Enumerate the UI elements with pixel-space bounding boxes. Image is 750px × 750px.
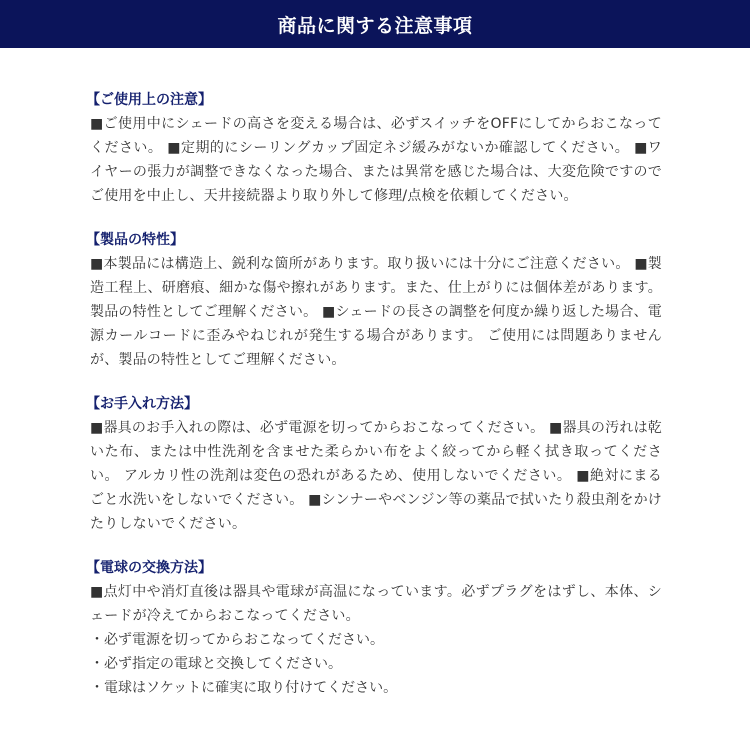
section-title: 【お手入れ方法】: [86, 396, 198, 412]
section-care-method: [86, 394, 662, 536]
bullet-item: ・必ず電源を切ってからおこなってください。: [90, 632, 384, 648]
bullet-item: ・電球はソケットに確実に取り付けてください。: [90, 680, 398, 696]
section-product-characteristics: [86, 230, 662, 372]
bullet-item: ・必ず指定の電球と交換してください。: [90, 656, 342, 672]
notes-content: [0, 48, 662, 700]
page-title: 商品に関する注意事項: [277, 14, 473, 37]
page-header: [0, 0, 750, 48]
section-title: 【電球の交換方法】: [86, 560, 212, 576]
section-body: ■器具のお手入れの際は、必ず電源を切ってからおこなってください。 ■器具の汚れは乾いた布、または中性洗剤を含ませた柔らかい布をよく絞ってから軽く拭き取ってください。 アルカリ性の洗剤は変色の恐れがあるため、使用しないでください。 ■絶対にまるごと水洗いをしないでください。 ■シンナーやベンジン等の薬品で拭いたり殺虫剤をかけたりしないでください。: [90, 420, 662, 532]
section-body: ■ご使用中にシェードの高さを変える場合は、必ずスイッチをOFFにしてからおこなってください。 ■定期的にシーリングカップ固定ネジ緩みがないか確認してください。 ■ワイヤーの張力が調整できなくなった場合、または異常を感じた場合は、大変危険ですのでご使用を中止し、天井接続器より取り外して修理/点検を依頼してください。: [90, 116, 662, 204]
section-usage-precautions: [86, 90, 662, 208]
section-title: 【製品の特性】: [86, 232, 184, 248]
section-title: 【ご使用上の注意】: [86, 92, 212, 108]
section-body: ■本製品には構造上、鋭利な箇所があります。取り扱いには十分にご注意ください。 ■製造工程上、研磨痕、細かな傷や擦れがあります。また、仕上がりには個体差があります。製品の特性としてご理解ください。 ■シェードの長さの調整を何度か繰り返した場合、電源カールコードに歪みやねじれが発生する場合があります。 ご使用には問題ありませんが、製品の特性としてご理解ください。: [90, 256, 662, 368]
section-bulb-replacement: [86, 558, 662, 700]
section-body: ■点灯中や消灯直後は器具や電球が高温になっています。必ずプラグをはずし、本体、シェードが冷えてからおこなってください。: [90, 584, 662, 624]
